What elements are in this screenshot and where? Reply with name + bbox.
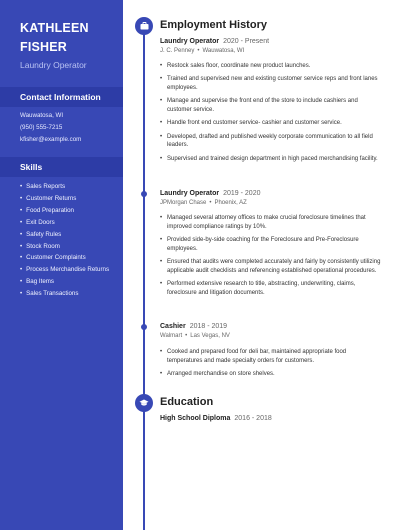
education-dates: 2016 - 2018	[234, 415, 272, 422]
timeline-line	[143, 26, 145, 530]
skill-item: • Safety Rules	[20, 229, 109, 241]
job-title-line	[160, 190, 261, 197]
skills-heading: Skills	[20, 162, 43, 172]
contact-heading: Contact Information	[20, 92, 101, 102]
job-dates: 2020 - Present	[223, 38, 270, 45]
job-company: JPMorgan Chase	[160, 200, 207, 206]
skill-item: • Exit Doors	[20, 217, 109, 229]
job-title: Laundry Operator	[160, 38, 220, 45]
skill-item: • Sales Reports	[20, 181, 109, 193]
job-bullet: • Ensured that audits were completed accurately and fairly by consistently utilizing applicable audit checklists and referencing established operational procedures.	[160, 258, 382, 275]
skill-item: • Food Preparation	[20, 205, 109, 217]
job-bullet: • Developed, drafted and published weekly corporate communication to all field leaders.	[160, 133, 382, 150]
job-company: Walmart	[160, 333, 183, 339]
job-company-line: JPMorgan Chase • Phoenix, AZ	[160, 200, 247, 206]
job-bullets	[160, 62, 382, 163]
job-title: Laundry Operator	[160, 190, 220, 197]
job-company-line: J. C. Penney • Wauwatosa, WI	[160, 48, 245, 54]
skill-item: • Process Merchandise Returns	[20, 264, 109, 276]
job-bullet: • Trained and supervised new and existing customer service reps and front lanes employees.	[160, 75, 382, 92]
skill-item: • Customer Returns	[20, 193, 109, 205]
job-location: Wauwatosa, WI	[202, 48, 245, 54]
job-bullet: • Performed extensive research to title, abstracting, underwriting, claims, foreclosure and litigation documents.	[160, 280, 382, 297]
education-degree: High School Diploma	[160, 415, 231, 422]
sidebar	[0, 0, 123, 530]
contact-phone: (950) 555-7215	[20, 124, 63, 131]
skill-item: • Sales Transactions	[20, 288, 109, 300]
graduation-cap-icon	[135, 394, 153, 412]
candidate-title: Laundry Operator	[20, 60, 87, 70]
job-bullet: • Provided side-by-side coaching for the Foreclosure and Pre-Foreclosure employees.	[160, 236, 382, 253]
job-bullet: • Arranged merchandise on store shelves.	[160, 370, 382, 379]
first-name: KATHLEEN	[20, 21, 89, 35]
job-bullets	[160, 214, 382, 297]
contact-location: Wauwatosa, WI	[20, 112, 64, 119]
last-name: FISHER	[20, 40, 68, 54]
education-heading: Education	[160, 396, 214, 408]
job-bullet: • Managed several attorney offices to make crucial foreclosure timelines that improved compliance ratings by 10%.	[160, 214, 382, 231]
job-bullet: • Restock sales floor, coordinate new product launches.	[160, 62, 382, 71]
contact-email[interactable]: kfisher@example.com	[20, 136, 82, 143]
job-title: Cashier	[160, 323, 186, 330]
skills-heading-band	[0, 157, 123, 177]
job-bullet: • Manage and supervise the front end of the store to include cashiers and customer service.	[160, 97, 382, 114]
job-location: Las Vegas, NV	[190, 333, 230, 339]
job-dates: 2019 - 2020	[223, 190, 261, 197]
skills-list	[20, 181, 109, 300]
job-bullets	[160, 348, 382, 379]
skill-item: • Customer Complaints	[20, 252, 109, 264]
job-title-line	[160, 38, 269, 45]
skill-item: • Bag Items	[20, 276, 109, 288]
job-dates: 2018 - 2019	[189, 323, 228, 330]
job-company: J. C. Penney	[160, 48, 195, 54]
job-bullet: • Cooked and prepared food for deli bar, maintained appropriate food temperatures and made specialty orders for customers.	[160, 348, 382, 365]
timeline-dot	[141, 191, 147, 197]
education-line	[160, 415, 272, 422]
candidate-name	[20, 19, 120, 57]
job-location: Phoenix, AZ	[214, 200, 247, 206]
briefcase-icon	[135, 17, 153, 35]
job-title-line	[160, 323, 227, 330]
skill-item: • Stock Room	[20, 241, 109, 253]
job-bullet: • Handle front end customer service- cashier and customer service.	[160, 119, 382, 128]
job-bullet: • Supervised and trained design department in high paced merchandising facility.	[160, 155, 382, 164]
timeline-dot	[141, 324, 147, 330]
job-company-line: Walmart • Las Vegas, NV	[160, 333, 230, 339]
employment-heading: Employment History	[160, 19, 267, 31]
